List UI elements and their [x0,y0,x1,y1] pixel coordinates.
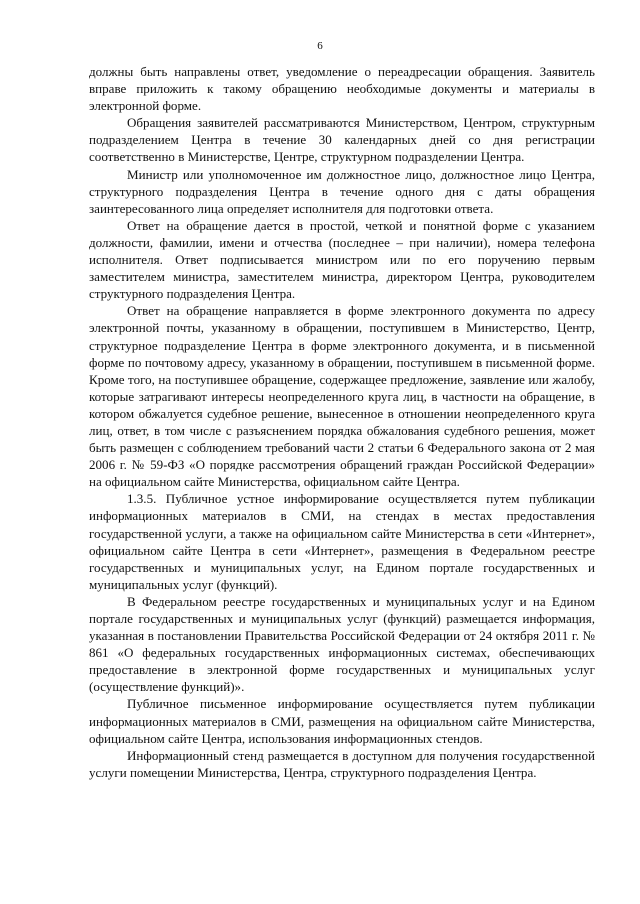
paragraph-executor-assignment: Министр или уполномоченное им должностное лицо, должностное лицо Центра, структурного подразделения Центра в течение одного дня с даты обращения заинтересованного лица определяет исполнителя для подготовки ответа. [89,166,595,216]
page-number: 6 [317,40,323,52]
paragraph-public-written-info: Публичное письменное информирование осуществляется путем публикации информационных материалов в СМИ, размещения на официальном сайте Министерства, официальном сайте Центра, использования информационных стендов. [89,696,595,746]
paragraph-federal-registry: В Федеральном реестре государственных и муниципальных услуг и на Едином портале государственных и муниципальных услуг (функций) размещается информация, указанная в постановлении Правительства Российской Федерации от 24 октября 2011 г. № 861 «О федеральных государственных информационных системах, обеспечивающих предоставление в электронной форме государственных и муниципальных услуг (осуществление функций)». [89,593,595,695]
paragraph-info-stand: Информационный стенд размещается в доступном для получения государственной услуги помещении Министерства, Центра, структурного подразделения Центра. [89,747,595,780]
paragraph-continuation: должны быть направлены ответ, уведомление о переадресации обращения. Заявитель вправе приложить к такому обращению необходимые документы и материалы в электронной форме. [89,64,595,114]
document-body [89,63,595,781]
paragraph-public-oral-info: 1.3.5. Публичное устное информирование осуществляется путем публикации информационных материалов в СМИ, на стендах в местах предоставления государственной услуги, а также на официальном сайте Министерства в сети «Интернет», официальном сайте Центра в сети «Интернет», размещения в Федеральном реестре государственных и муниципальных услуг, на Едином портале государственных и муниципальных услуг (функций). [89,491,595,592]
paragraph-review-period: Обращения заявителей рассматриваются Министерством, Центром, структурным подразделением Центра в течение 30 календарных дней со дня регистрации соответственно в Министерстве, Центре, структурном подразделении Центра. [89,115,595,165]
paragraph-answer-form: Ответ на обращение дается в простой, четкой и понятной форме с указанием должности, фамилии, имени и отчества (последнее – при наличии), номера телефона исполнителя. Ответ подписывается министром или по его поручению первым заместителем министра, заместителем министра, директором Центра, руководителем структурного подразделения Центра. [89,217,595,302]
paragraph-answer-delivery: Ответ на обращение направляется в форме электронного документа по адресу электронной почты, указанному в обращении, поступившем в Министерство, Центр, структурное подразделение Центра в форме электронного документа, и в письменной форме по почтовому адресу, указанному в обращении, поступившем в письменной форме. Кроме того, на поступившее обращение, содержащее предложение, заявление или жалобу, которые затрагивают интересы неопределенного круга лиц, в частности на обращение, в котором обжалуется судебное решение, вынесенное в отношении неопределенного круга лиц, ответ, в том числе с разъяснением порядка обжалования судебного решения, может быть размещен с соблюдением требований части 2 статьи 6 Федерального закона от 2 мая 2006 г. № 59-ФЗ «О порядке рассмотрения обращений граждан Российской Федерации» на официальном сайте Министерства, официальном сайте Центра. [89,303,595,490]
